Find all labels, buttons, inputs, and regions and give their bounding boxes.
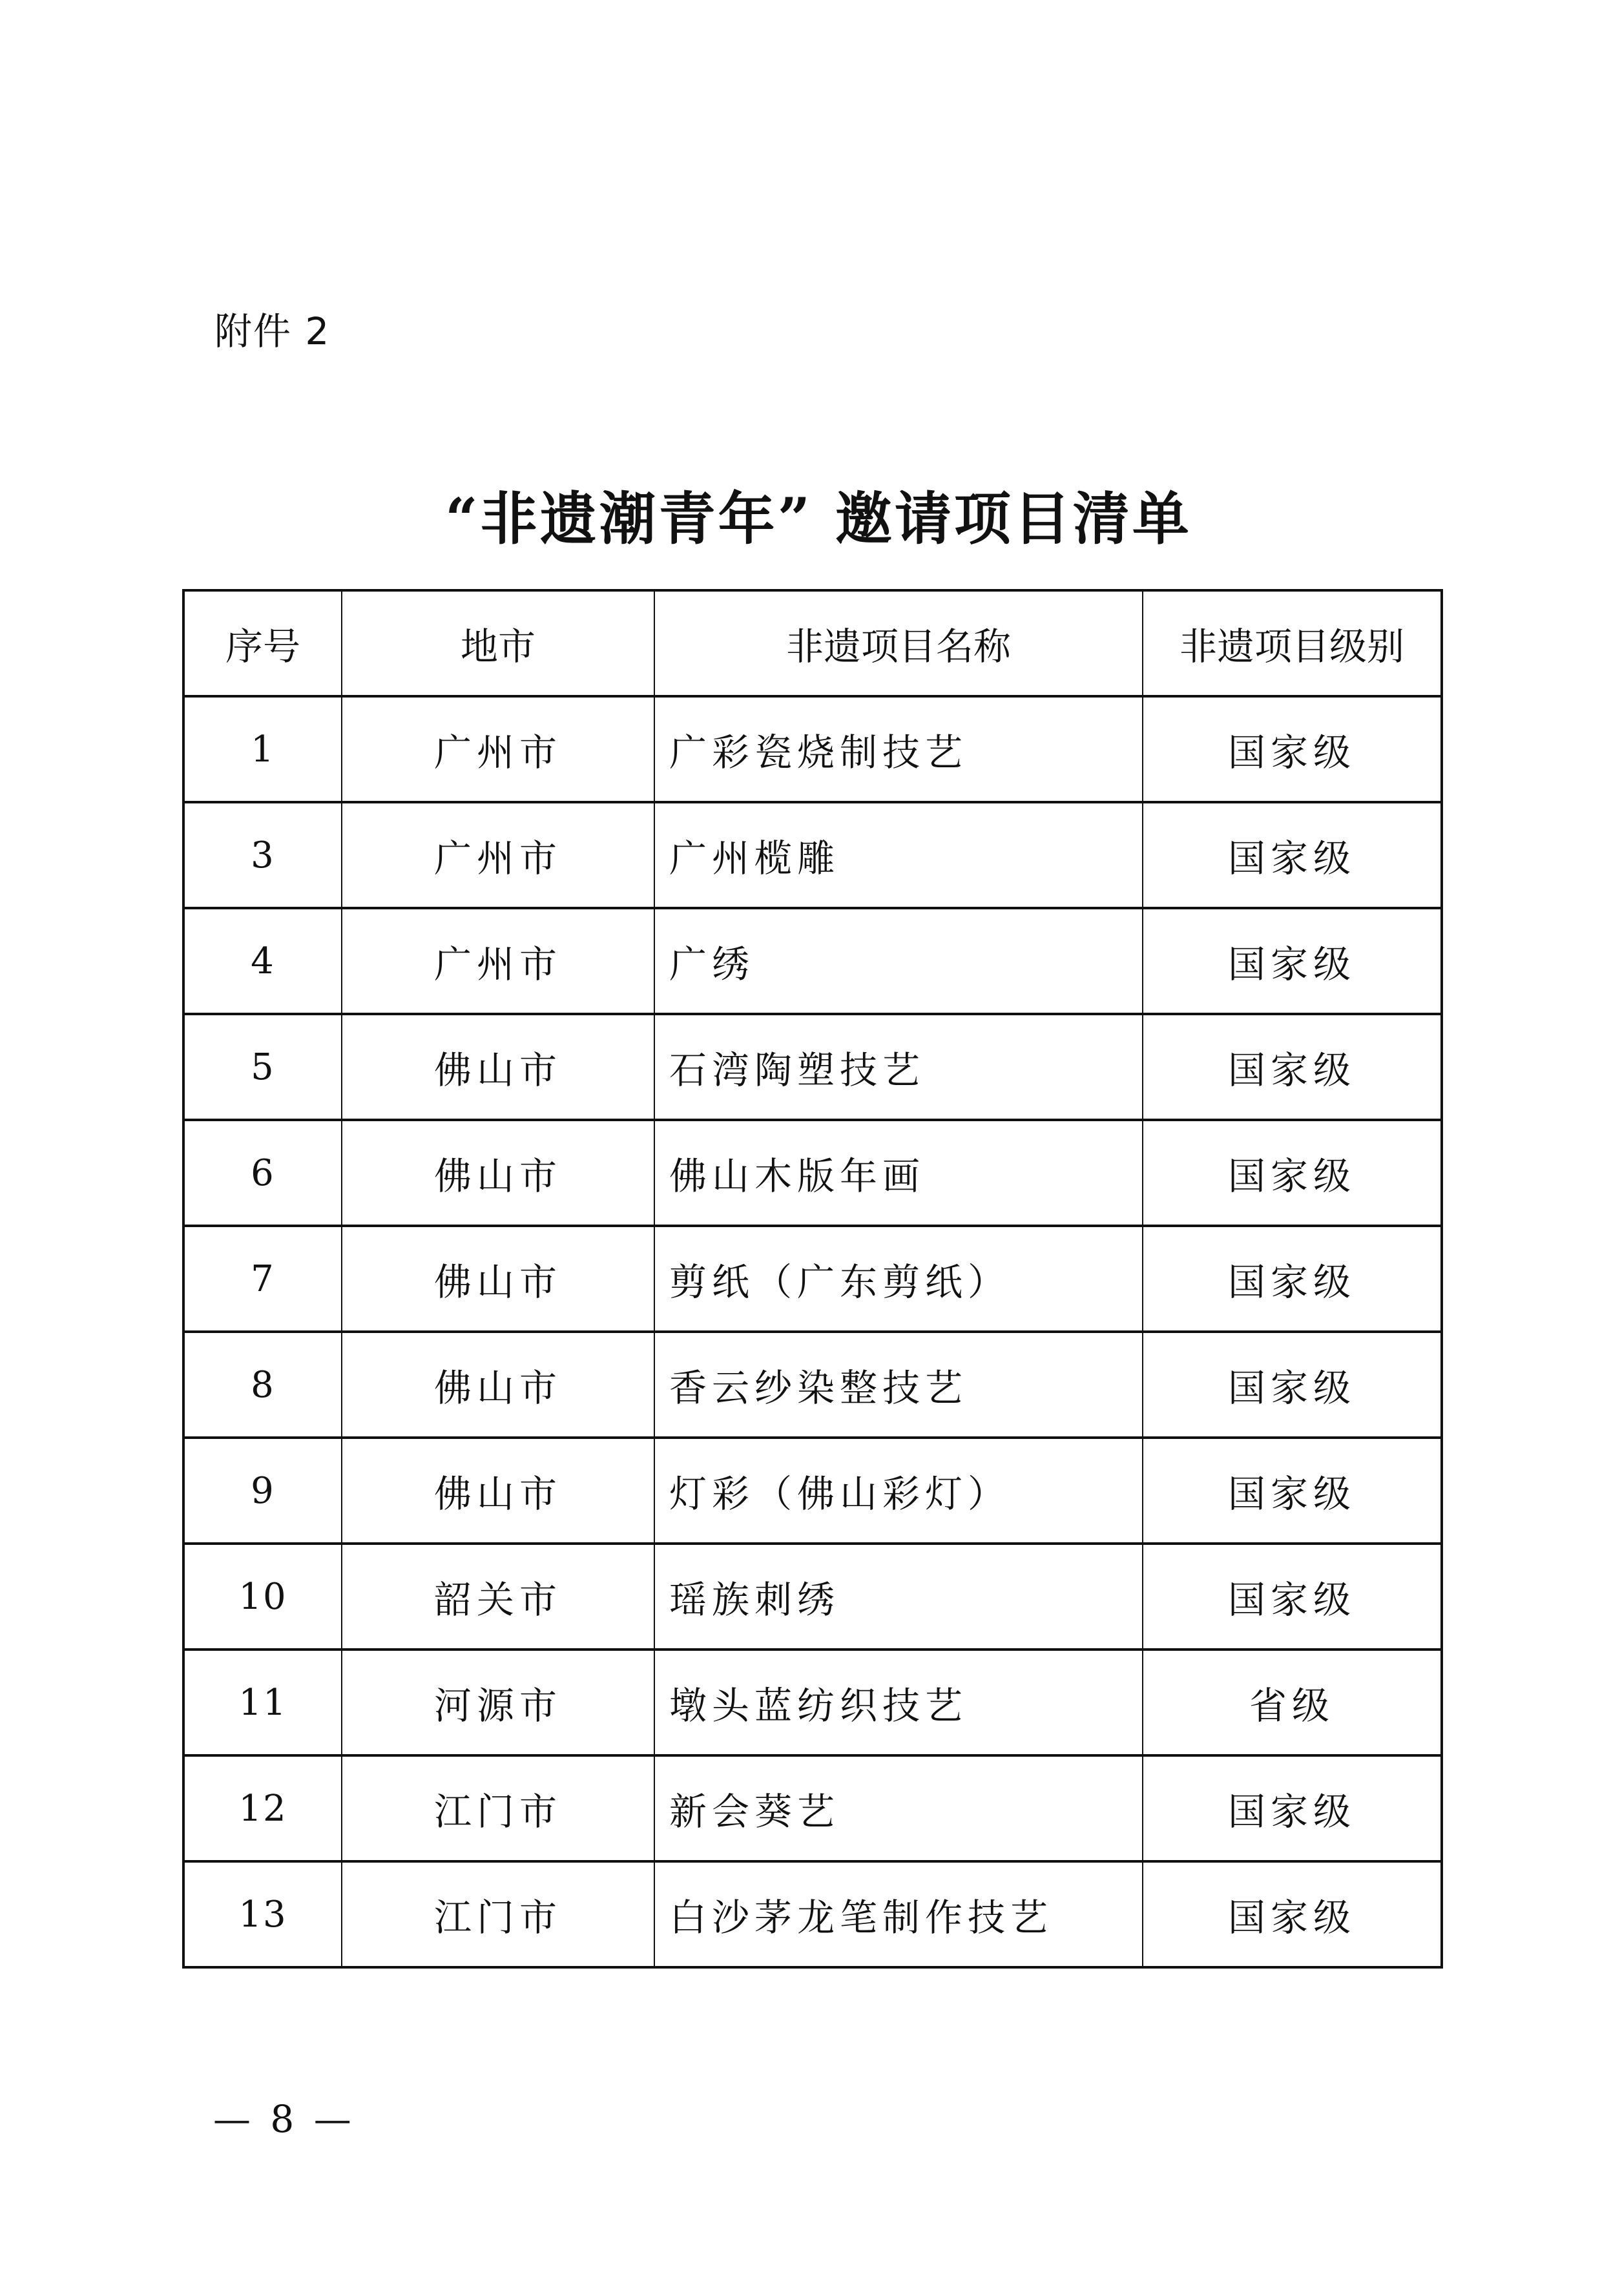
table-row [183, 1861, 1442, 1967]
cell-number: 1 [183, 696, 342, 802]
cell-project-name: 灯彩（佛山彩灯） [654, 1438, 1143, 1544]
cell-project-name: 新会葵艺 [654, 1755, 1143, 1861]
column-header-project-name: 非遗项目名称 [654, 590, 1143, 696]
cell-number: 9 [183, 1438, 342, 1544]
cell-number: 6 [183, 1120, 342, 1226]
cell-city: 广州市 [342, 908, 654, 1014]
cell-project-name: 白沙茅龙笔制作技艺 [654, 1861, 1143, 1967]
cell-number: 3 [183, 802, 342, 908]
table-header-row [183, 590, 1442, 696]
cell-project-name: 佛山木版年画 [654, 1120, 1143, 1226]
table-row [183, 1120, 1442, 1226]
cell-city: 江门市 [342, 1755, 654, 1861]
cell-project-level: 国家级 [1143, 1120, 1442, 1226]
cell-city: 佛山市 [342, 1438, 654, 1544]
cell-project-name: 石湾陶塑技艺 [654, 1014, 1143, 1120]
table-row [183, 696, 1442, 802]
cell-city: 河源市 [342, 1650, 654, 1755]
cell-project-level: 国家级 [1143, 1438, 1442, 1544]
cell-number: 12 [183, 1755, 342, 1861]
cell-city: 佛山市 [342, 1332, 654, 1438]
cell-project-level: 省级 [1143, 1650, 1442, 1755]
cell-number: 8 [183, 1332, 342, 1438]
cell-project-name: 广绣 [654, 908, 1143, 1014]
cell-project-name: 剪纸（广东剪纸） [654, 1226, 1143, 1332]
table-row [183, 1438, 1442, 1544]
cell-project-level: 国家级 [1143, 1544, 1442, 1650]
column-header-city: 地市 [342, 590, 654, 696]
cell-city: 佛山市 [342, 1014, 654, 1120]
cell-city: 佛山市 [342, 1120, 654, 1226]
cell-number: 13 [183, 1861, 342, 1967]
cell-project-level: 国家级 [1143, 1861, 1442, 1967]
cell-city: 佛山市 [342, 1226, 654, 1332]
attachment-label: 附件 2 [214, 309, 331, 353]
cell-city: 广州市 [342, 696, 654, 802]
cell-project-name: 墩头蓝纺织技艺 [654, 1650, 1143, 1755]
table-row [183, 908, 1442, 1014]
cell-project-level: 国家级 [1143, 1755, 1442, 1861]
table-row [183, 1755, 1442, 1861]
column-header-number: 序号 [183, 590, 342, 696]
cell-number: 7 [183, 1226, 342, 1332]
cell-project-level: 国家级 [1143, 1332, 1442, 1438]
table-row [183, 1332, 1442, 1438]
cell-city: 江门市 [342, 1861, 654, 1967]
table-row [183, 802, 1442, 908]
cell-city: 韶关市 [342, 1544, 654, 1650]
document-title: “非遗潮青年” 邀请项目清单 [445, 485, 1192, 552]
cell-city: 广州市 [342, 802, 654, 908]
cell-project-level: 国家级 [1143, 1226, 1442, 1332]
table-row [183, 1650, 1442, 1755]
cell-number: 11 [183, 1650, 342, 1755]
project-list-table [182, 589, 1443, 1969]
column-header-project-level: 非遗项目级别 [1143, 590, 1442, 696]
cell-project-level: 国家级 [1143, 908, 1442, 1014]
cell-project-name: 香云纱染整技艺 [654, 1332, 1143, 1438]
cell-number: 10 [183, 1544, 342, 1650]
cell-project-level: 国家级 [1143, 696, 1442, 802]
table-row [183, 1226, 1442, 1332]
page-number: — 8 — [213, 2097, 355, 2141]
table-row [183, 1014, 1442, 1120]
cell-project-name: 广彩瓷烧制技艺 [654, 696, 1143, 802]
cell-project-name: 瑶族刺绣 [654, 1544, 1143, 1650]
cell-project-name: 广州榄雕 [654, 802, 1143, 908]
cell-project-level: 国家级 [1143, 1014, 1442, 1120]
table-row [183, 1544, 1442, 1650]
cell-number: 5 [183, 1014, 342, 1120]
cell-number: 4 [183, 908, 342, 1014]
cell-project-level: 国家级 [1143, 802, 1442, 908]
